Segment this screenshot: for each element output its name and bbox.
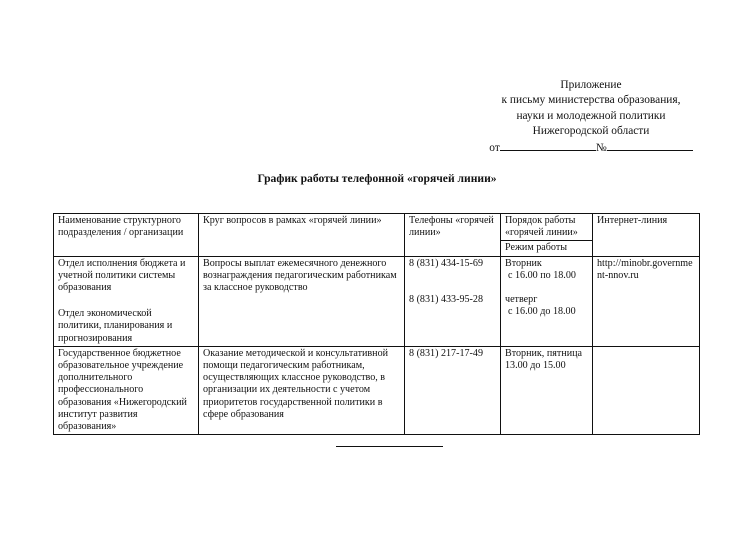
header-questions: Круг вопросов в рамках «горячей линии»: [199, 214, 405, 257]
appendix-line-4: Нижегородской области: [532, 125, 650, 138]
cell-schedule: [501, 256, 593, 346]
cell-phones: [405, 256, 501, 346]
header-work-mode: Режим работы: [501, 241, 593, 256]
cell-organization: Государственное бюджетное образовательное учреждение дополнительного профессионального образования «Нижегородский институт развития образования»: [54, 346, 199, 434]
from-label: от: [489, 141, 500, 154]
appendix-line-3: науки и молодежной политики: [516, 109, 666, 122]
phone-2: 8 (831) 433-95-28: [409, 293, 484, 305]
closing-divider-line: [336, 446, 443, 447]
appendix-line-1: Приложение: [560, 79, 622, 91]
cell-organization: [54, 256, 199, 346]
hotline-schedule-table: [53, 213, 700, 435]
cell-questions: Оказание методической и консультативной помощи педагогическим работникам, осуществляющих классное руководство, в организации их деятельности с учетом приоритетов государственной политики в сфере образования: [199, 346, 405, 434]
appendix-line-2: к письму министерства образования,: [501, 94, 681, 107]
schedule-day-1: Вторник: [505, 257, 542, 269]
phone-1: 8 (831) 434-15-69: [409, 257, 484, 269]
schedule-day-2: четверг: [505, 294, 538, 306]
header-work-order: Порядок работы «горячей линии»: [501, 214, 593, 241]
table-header-row: [54, 214, 700, 241]
org-department-2: Отдел экономической политики, планирования и прогнозирования: [58, 308, 173, 344]
appendix-block: [480, 78, 702, 156]
header-internet: Интернет-линия: [593, 214, 700, 257]
cell-phones: 8 (831) 217-17-49: [405, 346, 501, 434]
internet-link[interactable]: http://minobr.government-nnov.ru: [597, 257, 693, 281]
date-blank: [500, 140, 596, 151]
schedule-time-2: с 16.00 до 18.00: [508, 306, 576, 318]
table-row: [54, 256, 700, 346]
cell-internet: [593, 346, 700, 434]
schedule-time-1: с 16.00 по 18.00: [508, 269, 576, 281]
header-phones: Телефоны «горячей линии»: [405, 214, 501, 257]
table-row: [54, 346, 700, 434]
header-organization: Наименование структурного подразделения / организации: [54, 214, 199, 257]
cell-schedule: [501, 346, 593, 434]
document-title: График работы телефонной «горячей линии»: [257, 172, 497, 185]
cell-questions: Вопросы выплат ежемесячного денежного вознаграждения педагогическим работникам за классное руководство: [199, 256, 405, 346]
schedule-days: Вторник, пятница: [505, 347, 582, 359]
number-blank: [607, 140, 693, 151]
schedule-time: 13.00 до 15.00: [505, 360, 566, 372]
number-sign: №: [595, 141, 607, 154]
org-department-1: Отдел исполнения бюджета и учетной политики системы образования: [58, 257, 186, 294]
appendix-date-number-line: [480, 140, 702, 156]
cell-internet: [593, 256, 700, 346]
